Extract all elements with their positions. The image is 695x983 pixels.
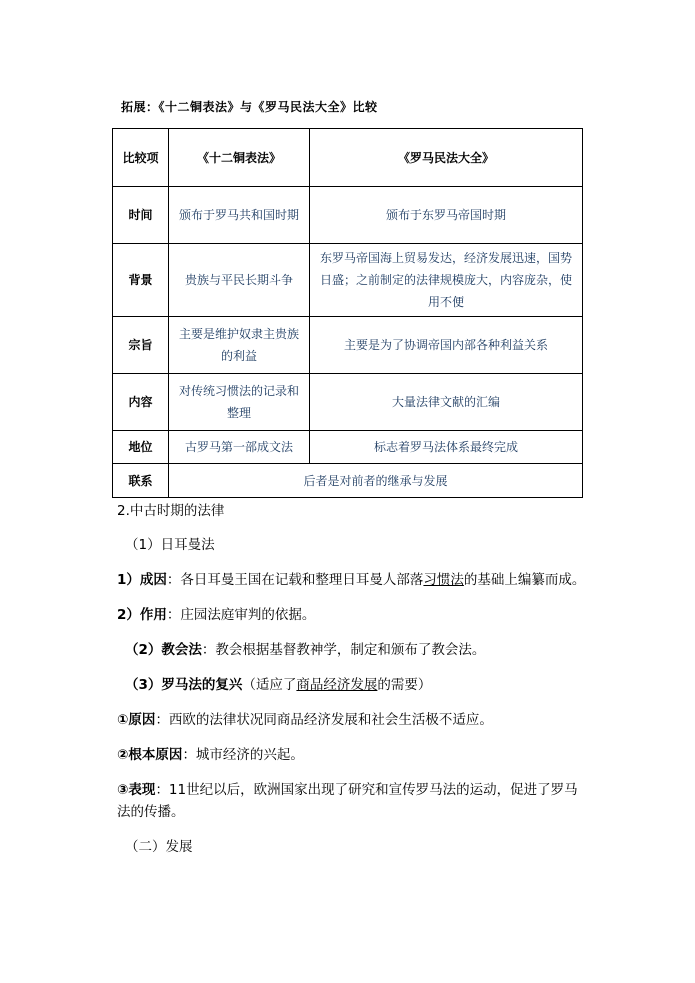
- paragraph-text: ：11世纪以后，欧洲国家出现了研究和宣传罗马法的运动，促进了罗马法的传播。: [117, 782, 578, 820]
- paragraph-text: ：西欧的法律状况同商品经济发展和社会生活极不适应。: [155, 712, 493, 728]
- paragraph-text: ：庄园法庭审判的依据。: [166, 607, 316, 623]
- section-title: 2.中古时期的法律: [117, 503, 225, 519]
- table-row: [113, 187, 583, 244]
- paragraph: [117, 744, 587, 766]
- paragraph-text: （适应了: [242, 677, 297, 693]
- table-row: [113, 464, 583, 498]
- table-row: [113, 431, 583, 464]
- paragraph-text: 的基础上编纂而成。: [463, 572, 586, 588]
- row-label: 联系: [113, 464, 169, 498]
- paragraph: [117, 709, 587, 731]
- table-row: [113, 244, 583, 317]
- row-merged: 后者是对前者的继承与发展: [169, 464, 583, 498]
- row-col2: 主要是为了协调帝国内部各种利益关系: [310, 317, 583, 374]
- subsection-title: （1）日耳曼法: [125, 537, 215, 553]
- row-col2: 颁布于东罗马帝国时期: [310, 187, 583, 244]
- section-title: （二）发展: [125, 839, 193, 855]
- underlined-term: 商品经济发展: [296, 677, 378, 693]
- paragraph: [117, 674, 587, 696]
- table-row: [113, 374, 583, 431]
- row-col1: 颁布于罗马共和国时期: [169, 187, 310, 244]
- paragraph: [117, 639, 587, 661]
- paragraph: [117, 779, 587, 823]
- paragraph-label: 1）成因: [117, 572, 167, 588]
- row-col1: 贵族与平民长期斗争: [169, 244, 310, 317]
- paragraph: [117, 604, 587, 626]
- paragraph-label: 2）作用: [117, 607, 167, 623]
- paragraph-text: ：各日耳曼王国在记载和整理日耳曼人部落: [166, 572, 424, 588]
- row-col1: 古罗马第一部成文法: [169, 431, 310, 464]
- row-col2: 标志着罗马法体系最终完成: [310, 431, 583, 464]
- paragraph-label: （3）罗马法的复兴: [125, 677, 243, 693]
- row-label: 内容: [113, 374, 169, 431]
- table-row: [113, 317, 583, 374]
- row-col1: 主要是维护奴隶主贵族的利益: [169, 317, 310, 374]
- table-caption: 拓展：《十二铜表法》与《罗马民法大全》比较: [121, 100, 378, 114]
- row-label: 时间: [113, 187, 169, 244]
- paragraph-text: 的需要）: [377, 677, 432, 693]
- paragraph-label: （2）教会法: [125, 642, 202, 658]
- row-col2: 东罗马帝国海上贸易发达，经济发展迅速，国势日盛；之前制定的法律规模庞大，内容庞杂，使用不便: [310, 244, 583, 317]
- header-label: 比较项: [113, 129, 169, 187]
- row-label: 背景: [113, 244, 169, 317]
- header-col2: 《罗马民法大全》: [310, 129, 583, 187]
- paragraph-text: ：教会根据基督教神学，制定和颁布了教会法。: [201, 642, 486, 658]
- row-col2: 大量法律文献的汇编: [310, 374, 583, 431]
- paragraph: [117, 569, 587, 591]
- paragraph-text: ：城市经济的兴起。: [182, 747, 304, 763]
- header-col1: 《十二铜表法》: [169, 129, 310, 187]
- comparison-table: [112, 128, 583, 498]
- underlined-term: 习惯法: [423, 572, 464, 588]
- row-label: 地位: [113, 431, 169, 464]
- row-label: 宗旨: [113, 317, 169, 374]
- paragraph-label: ③表现: [117, 782, 156, 798]
- paragraph-label: ②根本原因: [117, 747, 183, 763]
- paragraph-label: ①原因: [117, 712, 156, 728]
- row-col1: 对传统习惯法的记录和整理: [169, 374, 310, 431]
- body-text: [117, 500, 587, 858]
- table-header-row: [113, 129, 583, 187]
